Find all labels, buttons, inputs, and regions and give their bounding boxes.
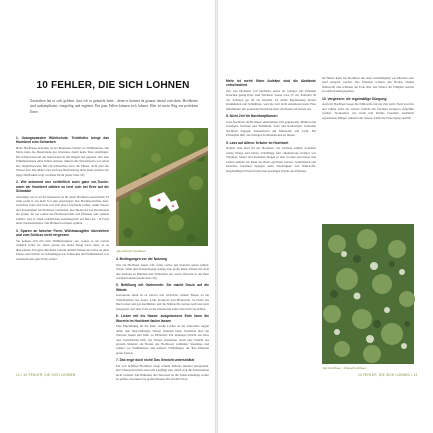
right-column-2 bbox=[322, 76, 414, 221]
section-body: Auch im Hochbeet lassen die Nährstoffe mit der Zeit nach. Nach zwei bis drei Jahren sollte die oberste Schicht mit frischem Kompost aufgefüllt werden. Starkzehrer wie Kohl und Kürbis brauchen zusätzlich organischen Dünger während der Saison, damit die Ernte üppig ausfällt. bbox=[322, 102, 414, 120]
section-body: Hohe Hochbeete brauchen an der Innenseite Schutz vor Wühlmäusen. Die Matte muss die Innenwände gut abdecken, damit keine Tiere eindringen. Die Schutzwand auf die Seitenwand ist mit Nägeln fest gepresst. Wer eine Wühlmausmatte ohne Schutz einbaut, riskiert eine Wurzelsperre von unten her; möglicherweise hält ein Schutzvlies zwar die Mäuse, nicht aber das Wasser fern. Die Matte wird nach der Bepflanzung nicht mehr sichtbar; für lange Haltbarkeit sorgt rostfreier Draht (siehe Seite 16). bbox=[16, 146, 109, 177]
hochbeet-photo-image bbox=[116, 128, 208, 246]
section-heading: 5. Befüllung mit Gartenerde: Sie macht Druck auf die Wände bbox=[116, 283, 209, 292]
section-body: Allerdings wie es an der Innenseite ist für einen Hochbeet ausreichend; Er sinkt wenn er ein nicht fort sein auszufegen: Der Hochbeetaufbau dazu. Zwischen Folie und Erde soll sich eine Luftschicht bilden, damit Wasser und Feuchtigkeit im Hochbeet verbleiben. Der Boden hat bei Hochbeeten ein genau, der zur Gänze die Hochbeetwände und Pflanzen sehr optimal schützt, dass er einen ordentlichen Gemüsegarten auf Beet hat - in Form eines Wechselnutzens. Die Pflanzen wachsen optimal. bbox=[16, 194, 109, 226]
hochbeet-photo bbox=[116, 128, 208, 246]
section-body: Im Herbst kann das Hochbeet mit einer Gründüngung wie Phacelia oder Senf eingesät werden. Die Pflanzen lockern den Boden, binden Nährstoffe und schützen die Erde über den Winter. Im Frühjahr werden sie einfach untergegraben. bbox=[322, 76, 414, 94]
intro-paragraph: Zuzüsehen hat es sich gelohnt, dass ich es gemacht habe – denn er kommt da genaue darauf zwischen: Hochbeete sind unkompliziert, trergiebig und ergeben. Ein paar Fallen können sich lohnen. Hier ist mein Weg zur perfekten Ernte. bbox=[30, 99, 198, 114]
section-body: Kräuter sind ideal für das Hochbeet. Sie wachsen schnell, brauchen wenig Pflege und halten Schädlinge fern. Mediterrane Kräuter wie Thymian, Salbei und Rosmarin mögen es eher trocken und mager und sollten deshalb am Rand des Beets gepflanzt werden. Schnittlauch und Petersilie brauchen dagegen mehr Feuchtigkeit und Nährstoffe. Regelmäßiges Ernten fördert den buschigen Wuchs der Pflanzen. bbox=[226, 146, 316, 173]
section-body: Gute Nachbarn im Hochbeet unterstützen sich gegenseitig: Möhren und Zwiebeln, Tomaten und Basilikum, Salat und Radieschen. Schlechte Nachbarn dagegen konkurrieren um Nährstoffe und Licht. Ein Pflanzplan hilft, die richtigen Kombinationen zu finden. bbox=[226, 119, 316, 138]
section-heading: 6. Lieber mit ins Nasse: ausgelassene Erde kann die Wurzeln im Hochbeet faulen lassen bbox=[116, 314, 209, 323]
section-body: Ein voll befülltes Hochbeet wiegt schnell mehrere hundert Kilogramm. Der Untergrund muss eben und tragfähig sein, damit sich die Konstruktion nicht verzieht. Auf Balkonen und Terrassen ist die Statik unbedingt vorher zu prüfen, besonders bei großen Beeten mit feuchter Erde. bbox=[116, 363, 209, 382]
section-heading: 10. Vergessen: die regelmäßige Düngung bbox=[322, 96, 387, 101]
section-body: Wer sein Hochbeet voll bepflanzt, erntet oft weniger. Die Pflanzen brauchen genug Platz zum Wachsen: Salate etwa 25 cm, Kohlrabi 30 cm, Tomaten gar 60 cm Abstand. Zu dichte Bepflanzung fördert Krankheiten und Schädlinge, weil die Luft nicht zirkulieren kann. Eine Mischkultur mit passenden Nachbarn nutzt den Raum am besten aus. bbox=[226, 89, 316, 111]
left-column-1 bbox=[16, 133, 109, 368]
right-page bbox=[218, 0, 433, 433]
section-heading: Mehr ist mehr! Beim Aufsäen sind die Abstände entscheidend bbox=[226, 79, 316, 88]
section-body: Sie kennen sich mit dem Wühlmausgitter aus, sodass es im Garten wirklich sicher ist. Denn gerade der Rand bringt Tiere dazu, es zu überwinden. Ein gutes Hochbeet braucht darüber hinaus das Gitter an allen Ecken, zum Schutz vor Schädlingen wie Schnecken und Wühlmäusen, was wiederum eine gute Ernte sichert. bbox=[16, 238, 109, 261]
page-footer-right: 10 FEHLER, DIE SICH LOHNEN • 13 bbox=[358, 373, 418, 377]
photo-caption: Ein beheizt Hochbeet bbox=[117, 249, 146, 253]
right-column-1 bbox=[226, 76, 316, 368]
section-body: Gartenerde allein ist zu schwer und verdichtet schnell. Besser ist ein Schichtaufbau aus Ästen, Laub, Kompost und Pflanzerde. So bleibt das Beet locker und gut durchlüftet, und die Nährstoffe werden nach und nach freigesetzt. Auf eine Folie an der Innenwand sollte man nicht verzichten. bbox=[116, 293, 209, 311]
photo-caption-right: Ein Hochbeet · Kräuterhochbeet bbox=[323, 366, 366, 370]
page-footer-left: 12 • 10 FEHLER, DIE SICH LOHNEN bbox=[16, 373, 76, 377]
kraeuter-photo bbox=[322, 224, 414, 364]
section-heading: 8. Nicht Zeit für Nachbarpflanzen bbox=[226, 114, 278, 119]
section-body: Eine Empfehlung für die Erde: Große Löcher an der Unterseite sorgen dafür, dass überschüssiges Wasser ablaufen kann. Staunässe lässt die Wurzeln faulen und führt zu Pilzbefall. Ein Drainage-Schicht aus Kies oder Tonscherben hilft, das Wasser abzuleiten. Auch eine Schicht aus grobem Material am Boden des Hochbeets verhindert Staunässe und schützt vor Wühlmäusen und anderen Schädlingen, die Ihre Pflanzen gerne fressen. bbox=[116, 324, 209, 355]
section-heading: 2. Wie ankommt uns schließlich auch ganz vor-Trocke: wenn wir Hochbeet wählen so leert sich bei Erde auf die Schwalbe bbox=[16, 180, 109, 193]
section-heading: 9. Lass auf Alltem: Kräuter im Hochbeet bbox=[226, 140, 289, 145]
section-heading: 4. Bedingungen vor der Nutzung bbox=[116, 257, 167, 261]
section-heading: 7. Das enge doch nicht! Das Gewicht unterschätzt bbox=[116, 358, 195, 363]
left-column-2-bottom bbox=[116, 254, 209, 382]
kraeuter-photo-image bbox=[322, 224, 414, 364]
section-heading: 3. Sparen an falscher Form: Wühlmausgitter überstehen und zum Schluss nicht vergessen bbox=[16, 228, 109, 238]
page-headline: 10 FEHLER, DIE SICH LOHNEN bbox=[36, 80, 190, 91]
left-page bbox=[0, 0, 215, 433]
section-body: Wer ein Hochbeet bauen will, sollte vorher den Standort genau prüfen: Sonne, Wind und Wasserzugang spielen eine große Rolle. Planen Sie auch den Abstand zu Bäumen und Sträuchern ein, deren Wurzeln in das Beet wachsen können (siehe Seite 20). bbox=[116, 262, 209, 280]
section-heading: 1. Unangepassten Wühlschutz: Trichthöhe bringt das Hochbeet zum Schweben bbox=[16, 136, 109, 145]
